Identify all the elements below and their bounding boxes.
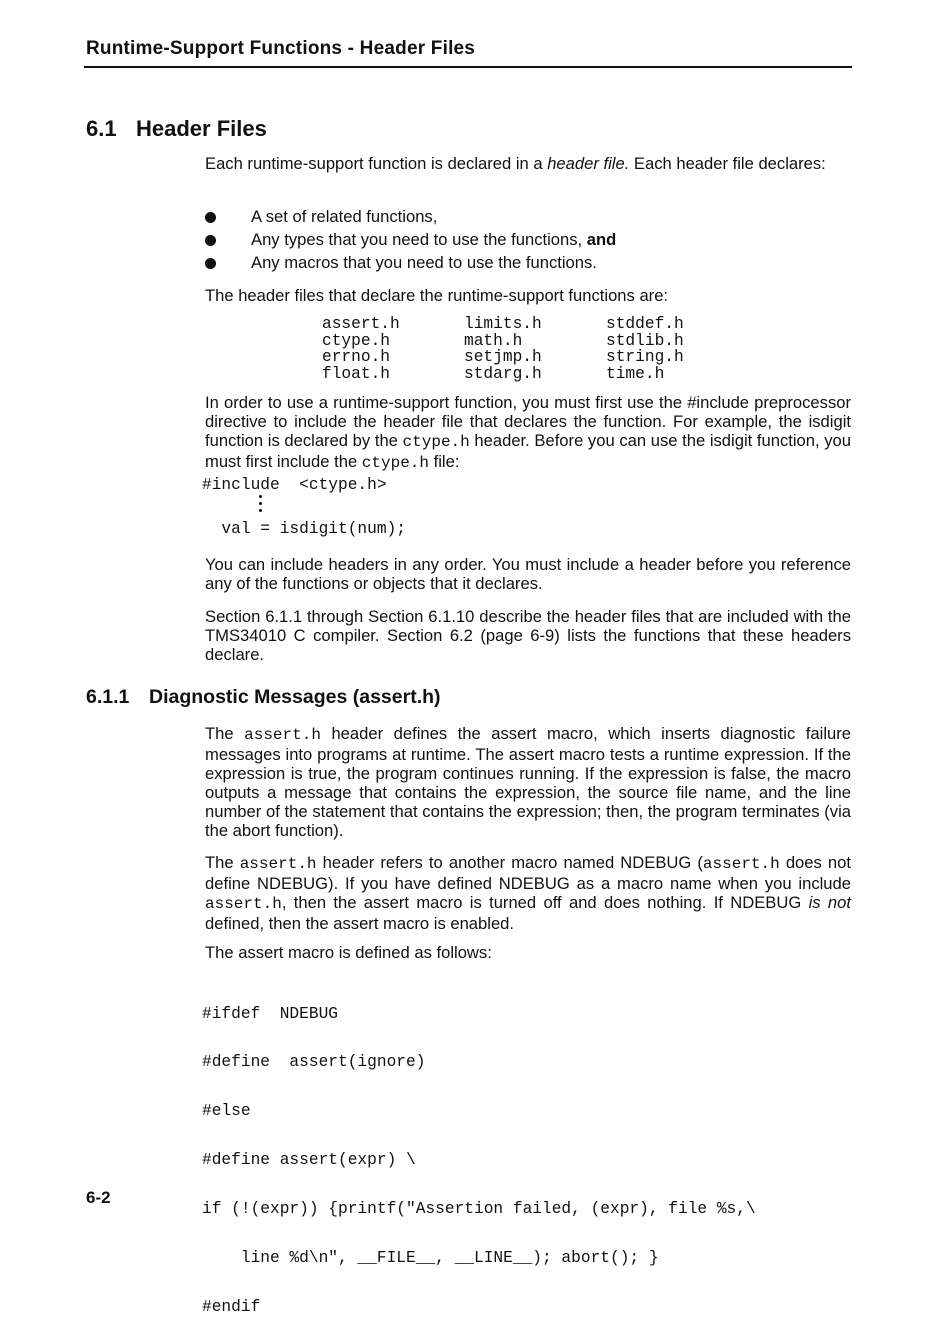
table-row: float.h stdarg.h time.h (322, 364, 665, 383)
table-row: assert.h limits.h stddef.h (322, 315, 684, 333)
table-row: ctype.h math.h stdlib.h (322, 331, 684, 350)
code-line: #endif (202, 1297, 261, 1316)
header-files-table (322, 316, 748, 382)
code-line: #define assert(ignore) (202, 1053, 426, 1072)
code-line: #else (202, 1102, 251, 1121)
bullet-icon (205, 258, 216, 269)
order-paragraph: You can include headers in any order. You must include a header before you reference any of the functions or objects that it declares. (205, 555, 851, 593)
table-row: errno.h setjmp.h string.h (322, 348, 684, 366)
isdigit-code-line: val = isdigit(num); (202, 520, 406, 538)
bullet-icon (205, 235, 216, 246)
code-line: line %d\n", __FILE__, __LINE__); abort(); } (202, 1249, 659, 1268)
assert-def-lead: The assert macro is defined as follows: (205, 943, 492, 962)
assert-paragraph-2: The assert.h header refers to another macro named NDEBUG (assert.h does not define NDEBUG). If you have defined NDEBUG as a macro name when you include assert.h, then the assert macro is turned off and does nothing. If NDEBUG is not defined, then the assert macro is enabled. (205, 853, 851, 933)
subsection-number: 6.1.1 (86, 686, 130, 708)
include-paragraph: In order to use a runtime-support function, you must first use the #include preprocessor directive to include the header file that declares the function. For example, the isdigit function is declared by the ctype.h header. Before you can use the isdigit function, you must first include the ctype.h file: (205, 393, 852, 472)
code-line: if (!(expr)) {printf("Assertion failed, (expr), file %s,\ (202, 1200, 756, 1219)
header-rule (84, 66, 852, 68)
section-number: 6.1 (86, 116, 117, 141)
assert-paragraph-1: The assert.h header defines the assert macro, which inserts diagnostic failure messages into programs at runtime. The assert macro tests a runtime expression. If the expression is true, the program continues running. If the expression is false, the macro outputs a message that contains the expression, the source file name, and the line number of the statement that contains the expression; then, the program terminates (via the abort function). (205, 724, 851, 840)
code-line: #define assert(expr) \ (202, 1151, 416, 1170)
include-code-line: #include <ctype.h> (202, 476, 387, 494)
code-line: #ifdef NDEBUG (202, 1004, 338, 1023)
files-lead: The header files that declare the runtime-support functions are: (205, 286, 669, 305)
page-number: 6-2 (86, 1188, 111, 1207)
bullet-icon (205, 212, 216, 223)
subsection-heading (86, 686, 441, 709)
subsection-title: Diagnostic Messages (assert.h) (149, 686, 441, 708)
running-head: Runtime-Support Functions - Header Files (86, 38, 476, 59)
ellipsis-dots (258, 495, 264, 516)
intro-paragraph: Each runtime-support function is declared in a header file. Each header file declares: (205, 154, 826, 173)
section-title: Header Files (136, 116, 267, 141)
section-heading (86, 116, 267, 142)
assert-code-block (202, 973, 756, 1332)
sections-paragraph: Section 6.1.1 through Section 6.1.10 describe the header files that are included with the TMS34010 C compiler. Section 6.2 (page 6-9) lists the functions that these headers declare. (205, 607, 851, 664)
header-file-term: header file. (547, 154, 630, 173)
